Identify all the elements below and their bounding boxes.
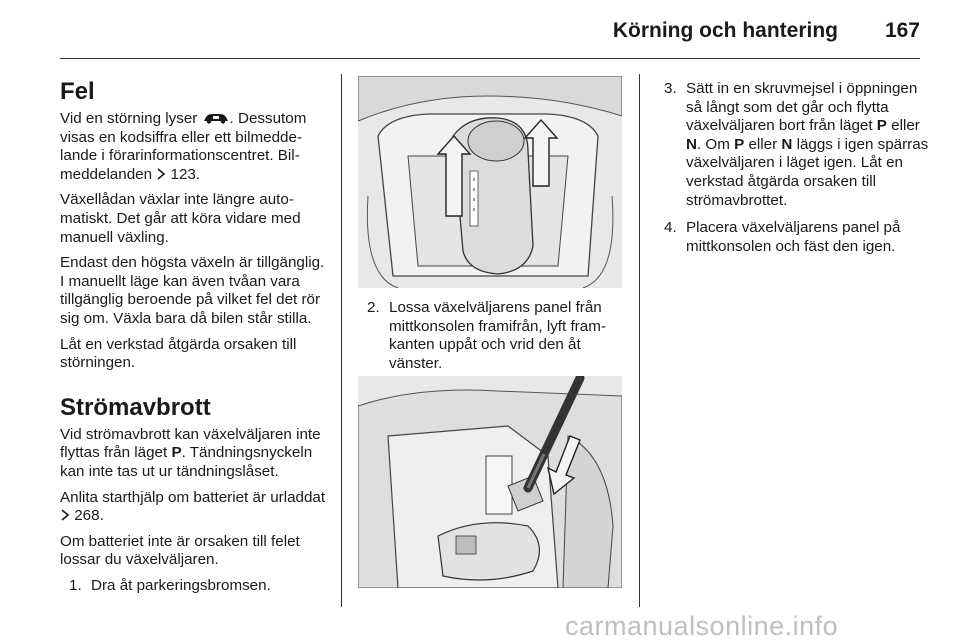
car-transmission-warning-icon bbox=[202, 112, 230, 124]
paragraph-highest-gear: Endast den högsta växeln är tillgänglig. I manuellt läge kan även tvåan vara tillgänglig beroende på vilket fel det rör sig om. Växla bara då bilen står stilla. bbox=[60, 254, 325, 327]
step-text: Dra åt parkeringsbromsen. bbox=[91, 576, 271, 594]
text: Anlita starthjälp om batteriet är urladdat bbox=[60, 488, 326, 506]
list-item-step-1 bbox=[60, 577, 332, 596]
step-number: 4. bbox=[664, 219, 677, 237]
header-rule bbox=[60, 58, 920, 59]
list-item-step-2 bbox=[358, 299, 626, 373]
page-reference-arrow-icon bbox=[156, 168, 166, 180]
step-text: Lossa växelväljarens panel från mittkonsolen framifrån, lyft framkanten uppåt och vrid den åt vänster. bbox=[389, 299, 606, 372]
text: . Tändningsnyckeln kan inte tas ut ur tändningslåset. bbox=[60, 444, 313, 480]
page-number: 167 bbox=[884, 19, 920, 42]
page-reference[interactable]: 123 bbox=[170, 165, 196, 183]
text: Vid en störning lyser bbox=[60, 110, 202, 127]
text: . Om bbox=[696, 135, 735, 153]
heading-fel: Fel bbox=[60, 78, 95, 105]
watermark: carmanualsonline.info bbox=[565, 611, 839, 641]
column-1 bbox=[60, 78, 332, 604]
text: eller bbox=[744, 135, 782, 153]
paragraph-manual-shifting: Växellådan växlar inte längre automatiskt. Det går att köra vidare med manuell växling. bbox=[60, 191, 301, 246]
text: Sätt in en skruvmejsel i öppningen så långt som det går och flytta växelväljaren bort från läget bbox=[686, 80, 918, 135]
gear-letter-n: N bbox=[686, 135, 697, 153]
gear-console-drawing bbox=[358, 76, 622, 288]
gear-letter-p: P bbox=[734, 135, 745, 153]
paragraph-fault-indicator bbox=[60, 110, 332, 184]
screwdriver-drawing bbox=[358, 376, 622, 588]
text: . bbox=[195, 165, 201, 183]
paragraph-battery: Om batteriet inte är orsaken till felet lossar du växelväljaren. bbox=[60, 532, 300, 569]
column-divider-2 bbox=[639, 74, 640, 607]
gear-letter-p: P bbox=[876, 117, 887, 135]
heading-stromavbrott: Strömavbrott bbox=[60, 393, 211, 421]
paragraph-power-failure bbox=[60, 426, 332, 482]
step-text bbox=[686, 80, 930, 210]
column-divider-1 bbox=[341, 74, 342, 607]
text: . Dessutom visas en kodsiffra eller ett bilmeddelande i förarinformationscentret. Bilmeddelanden bbox=[60, 110, 307, 183]
screwdriver-illustration bbox=[358, 376, 622, 588]
page-reference-arrow-icon bbox=[60, 509, 70, 521]
text: Vid strömavbrott kan växelväljaren inte flyttas från läget bbox=[60, 425, 321, 462]
step-number: 1. bbox=[69, 576, 82, 594]
list-item-step-4 bbox=[660, 219, 930, 256]
text: läggs i igen spärras växelväljaren i läget igen. Låt en verkstad åtgärda orsaken till strömavbrottet. bbox=[686, 135, 929, 209]
text: . bbox=[99, 507, 104, 525]
text: eller bbox=[886, 117, 920, 135]
page-header bbox=[0, 0, 960, 60]
paragraph-jump-start bbox=[60, 489, 332, 526]
step-text: Placera växelväljarens panel på mittkonsolen och fäst den igen. bbox=[686, 219, 901, 255]
page-reference[interactable]: 268 bbox=[74, 507, 100, 525]
column-3 bbox=[660, 80, 930, 265]
gear-letter-n: N bbox=[781, 135, 793, 153]
gear-selector-illustration bbox=[358, 76, 622, 288]
list-item-step-3 bbox=[660, 80, 930, 210]
paragraph-workshop: Låt en verkstad åtgärda orsaken till störningen. bbox=[60, 335, 297, 372]
step-number: 2. bbox=[367, 299, 380, 316]
step-number: 3. bbox=[664, 80, 677, 97]
gear-letter-p: P bbox=[171, 444, 182, 462]
column-2 bbox=[358, 299, 626, 382]
chapter-title: Körning och hantering bbox=[612, 19, 838, 42]
